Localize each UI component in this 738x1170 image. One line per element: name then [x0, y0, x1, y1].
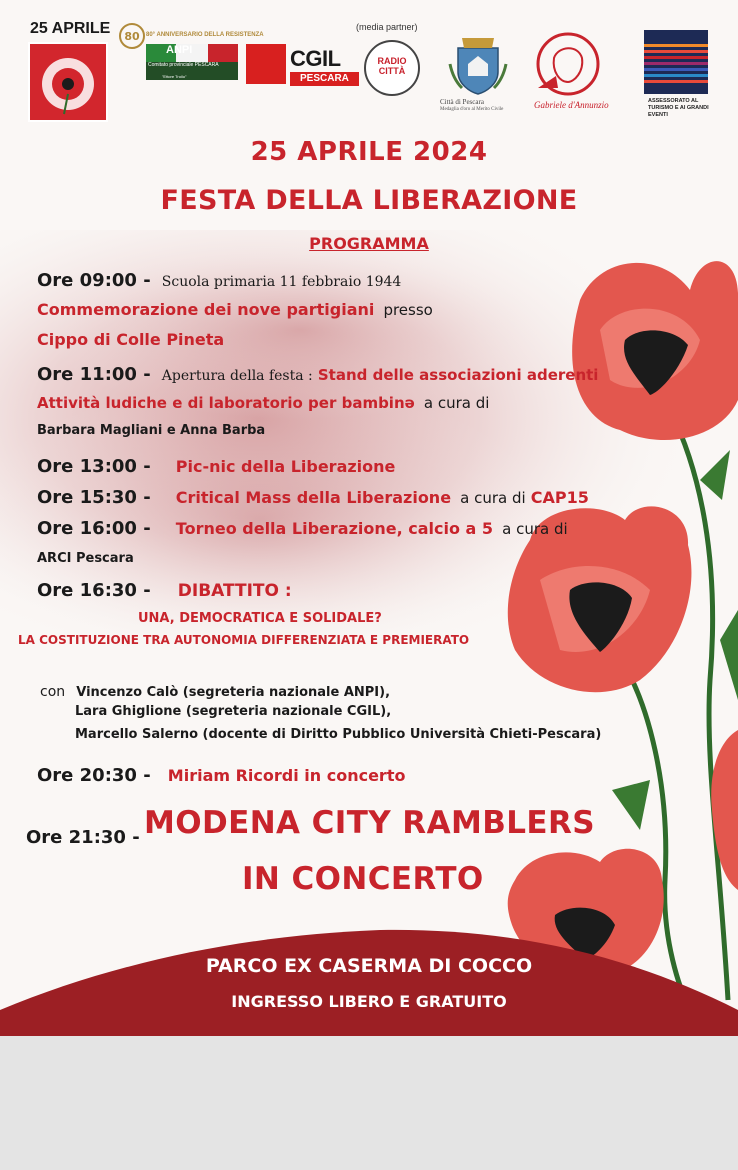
festa-logo [28, 42, 108, 122]
anpi-dedication: "Ettore Troilo" [162, 74, 187, 79]
poppy-leaf-2 [612, 780, 650, 830]
anpi-anniversary-text: 80° ANNIVERSARIO DELLA RESISTENZA [146, 32, 264, 38]
pescara-name: Città di Pescara [440, 98, 484, 106]
anpi-committee: Comitato provinciale PESCARA [148, 62, 219, 68]
time-1630: Ore 16:30 - [37, 580, 151, 601]
intro-1100: Apertura della festa : [161, 368, 313, 384]
anpi-logo [118, 22, 264, 86]
entry-text: INGRESSO LIBERO E GRATUITO [231, 992, 507, 1011]
radio-line2: CITTÀ [378, 66, 406, 76]
time-0900: Ore 09:00 - [37, 270, 151, 291]
headliner-name: MODENA CITY RAMBLERS [144, 805, 595, 841]
cgil-city: PESCARA [290, 72, 359, 86]
pescara-subtitle: Medaglia d'oro al Merito Civile [440, 107, 504, 112]
venue-text: PARCO EX CASERMA DI COCCO [205, 955, 533, 977]
time-1600: Ore 16:00 - [37, 518, 151, 539]
title-1630: DIBATTITO : [177, 581, 292, 601]
schedule-item-1600 [37, 518, 568, 539]
highlight-0900: Commemorazione dei nove partigiani [37, 300, 375, 319]
guest-ghiglione: Lara Ghiglione (segreteria nazionale CGIL), [75, 704, 392, 719]
schedule-item-1530 [37, 487, 589, 508]
org-1530: CAP15 [530, 488, 589, 507]
turismo-stripes-icon [644, 30, 708, 94]
radio-citta-logo [364, 40, 420, 96]
connector-0900: presso [383, 301, 433, 319]
guest-calo: Vincenzo Calò (segreteria nazionale ANPI), [76, 685, 391, 700]
empty-gray-area [0, 1036, 738, 1170]
cgil-name: CGIL [290, 46, 341, 71]
title-1600: Torneo della Liberazione, calcio a 5 [175, 519, 494, 538]
pescara-crest-icon [448, 34, 508, 96]
highlight-1100: Stand delle associazioni aderenti [317, 366, 599, 384]
guest-line-1 [40, 681, 390, 700]
time-2030: Ore 20:30 - [37, 765, 151, 786]
media-partner-label: (media partner) [356, 22, 418, 32]
title-1530: Critical Mass della Liberazione [175, 488, 452, 507]
time-1300: Ore 13:00 - [37, 456, 151, 477]
debate-subtitle-1: UNA, DEMOCRATICA E SOLIDALE? [138, 611, 382, 626]
eighty-anniversary-icon [118, 22, 146, 50]
schedule-item-0900-detail [37, 300, 433, 319]
schedule-item-1100-detail [37, 393, 489, 412]
time-2130: Ore 21:30 - [26, 827, 140, 848]
cgil-logo [246, 44, 356, 88]
schedule-item-1630 [37, 580, 292, 601]
dannunzio-caption: Gabriele d'Annunzio [534, 100, 609, 110]
schedule-item-2030 [37, 765, 405, 786]
connector-1530: a cura di [460, 489, 526, 507]
connector-1600: a cura di [502, 520, 568, 538]
event-name-title: FESTA DELLA LIBERAZIONE [160, 185, 578, 216]
date-badge: 25 APRILE [30, 20, 111, 37]
radio-line1: RADIO [377, 56, 407, 66]
title-2030: Miriam Ricordi in concerto [167, 766, 406, 785]
programma-heading: PROGRAMMA [309, 234, 429, 253]
connector-1100: a cura di [423, 394, 490, 412]
schedule-item-1300 [37, 456, 395, 477]
activities-1100: Attività ludiche e di laboratorio per bambinə [37, 394, 415, 412]
headliner-concerto: IN CONCERTO [242, 861, 484, 897]
time-1100: Ore 11:00 - [37, 364, 151, 385]
place-0900: Scuola primaria 11 febbraio 1944 [161, 274, 402, 290]
org-1600: ARCI Pescara [37, 551, 134, 566]
location-0900: Cippo di Colle Pineta [37, 330, 225, 349]
svg-text:80: 80 [124, 30, 140, 43]
schedule-item-0900 [37, 270, 401, 291]
event-date-title: 25 APRILE 2024 [250, 137, 488, 167]
time-1530: Ore 15:30 - [37, 487, 151, 508]
poppy-flower-1 [572, 261, 738, 440]
anpi-name: ANPI [166, 44, 193, 56]
cgil-mark-icon [246, 44, 286, 84]
poppy-flower-4 [711, 730, 738, 890]
guest-salerno: Marcello Salerno (docente di Diritto Pubblico Università Chieti-Pescara) [75, 727, 602, 742]
turismo-label: ASSESSORATO AL TURISMO E AI GRANDI EVENTI [648, 98, 709, 118]
poppy-logo-icon [30, 44, 106, 120]
title-1300: Pic-nic della Liberazione [175, 457, 396, 476]
schedule-item-1100 [37, 364, 598, 385]
curators-1100: Barbara Magliani e Anna Barba [37, 423, 266, 438]
debate-subtitle-2: LA COSTITUZIONE TRA AUTONOMIA DIFFERENZIATA E PREMIERATO [18, 633, 470, 647]
with-label: con [40, 684, 66, 700]
